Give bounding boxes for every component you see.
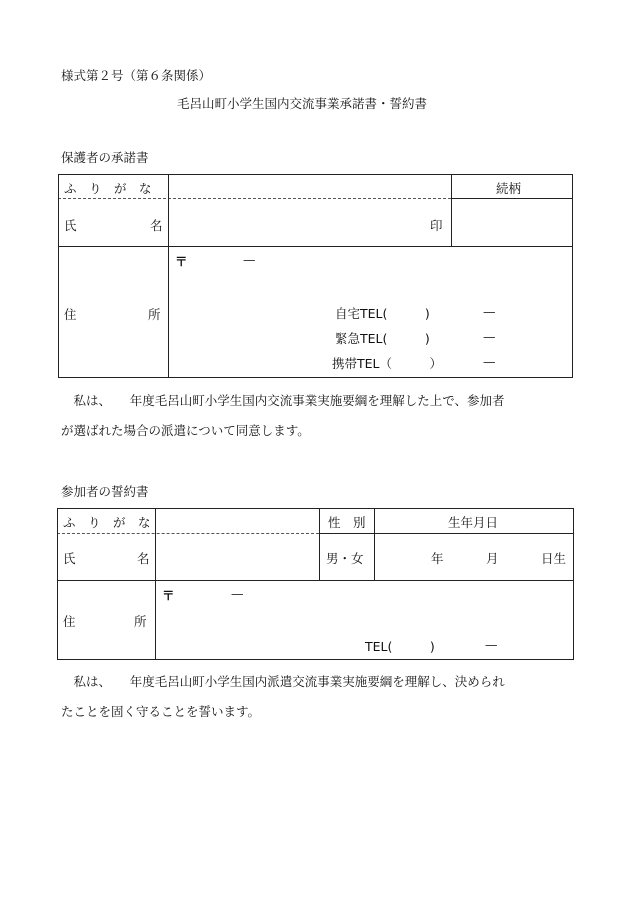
guardian-relationship-field[interactable] (455, 201, 569, 243)
guardian-relationship-label: 続柄 (496, 181, 522, 196)
participant-name-label-1: 氏 (63, 551, 76, 566)
form-number: 様式第２号（第６条関係） (61, 68, 212, 83)
participant-birthdate-label: 生年月日 (448, 515, 499, 530)
participant-birth-day-label: 日生 (541, 551, 567, 566)
participant-gender-label: 性 別 (328, 515, 366, 530)
participant-postal-mark: 〒 (162, 588, 175, 603)
guardian-consent-line-1: 私は、 年度毛呂山町小学生国内交流事業実施要綱を理解した上で、参加者 (61, 393, 505, 408)
guardian-consent-line-2: が選ばれた場合の派遣について同意します。 (61, 423, 310, 438)
participant-name-label-2: 名 (137, 551, 150, 566)
guardian-address-field[interactable] (190, 250, 565, 295)
guardian-name-field[interactable] (172, 201, 422, 243)
participant-postal-dash: — (231, 586, 244, 601)
participant-birth-month-label: 月 (486, 551, 499, 566)
document-title: 毛呂山町小学生国内交流事業承諾書・誓約書 (177, 96, 428, 111)
guardian-name-label-2: 名 (150, 218, 163, 233)
guardian-address-label-2: 所 (148, 307, 161, 322)
participant-tel[interactable]: TEL( ) (365, 639, 435, 654)
participant-gender-value[interactable]: 男・女 (326, 551, 364, 566)
participant-furigana-label: ふ り が な (63, 515, 151, 530)
guardian-address-label-1: 住 (64, 307, 77, 322)
participant-address-label-2: 所 (134, 614, 147, 629)
participant-address-field[interactable] (177, 584, 567, 628)
participant-pledge-line-1: 私は、 年度毛呂山町小学生国内派遣交流事業実施要綱を理解し、決められ (61, 674, 505, 689)
guardian-furigana-field[interactable] (172, 176, 447, 196)
guardian-postal-dash: — (243, 252, 256, 267)
participant-section-title: 参加者の誓約書 (61, 484, 149, 499)
participant-birth-year-label: 年 (431, 551, 444, 566)
guardian-mobile-tel[interactable]: 携帯TEL（ ） (332, 356, 442, 371)
guardian-emergency-tel-dash: — (483, 329, 496, 344)
guardian-home-tel-dash: — (483, 304, 496, 319)
guardian-name-label-1: 氏 (64, 218, 77, 233)
guardian-seal-mark: 印 (430, 218, 443, 233)
participant-address-label-1: 住 (63, 614, 76, 629)
participant-pledge-line-2: たことを固く守ることを誓います。 (61, 704, 261, 719)
guardian-home-tel[interactable]: 自宅TEL( ) (335, 306, 430, 321)
participant-furigana-field[interactable] (159, 510, 315, 531)
guardian-section-title: 保護者の承諾書 (61, 150, 149, 165)
guardian-postal-mark: 〒 (175, 254, 188, 269)
participant-tel-dash: — (485, 637, 498, 652)
guardian-furigana-label: ふ り が な (64, 181, 152, 196)
guardian-mobile-tel-dash: — (483, 354, 496, 369)
guardian-emergency-tel[interactable]: 緊急TEL( ) (335, 331, 430, 346)
participant-name-field[interactable] (159, 536, 315, 577)
